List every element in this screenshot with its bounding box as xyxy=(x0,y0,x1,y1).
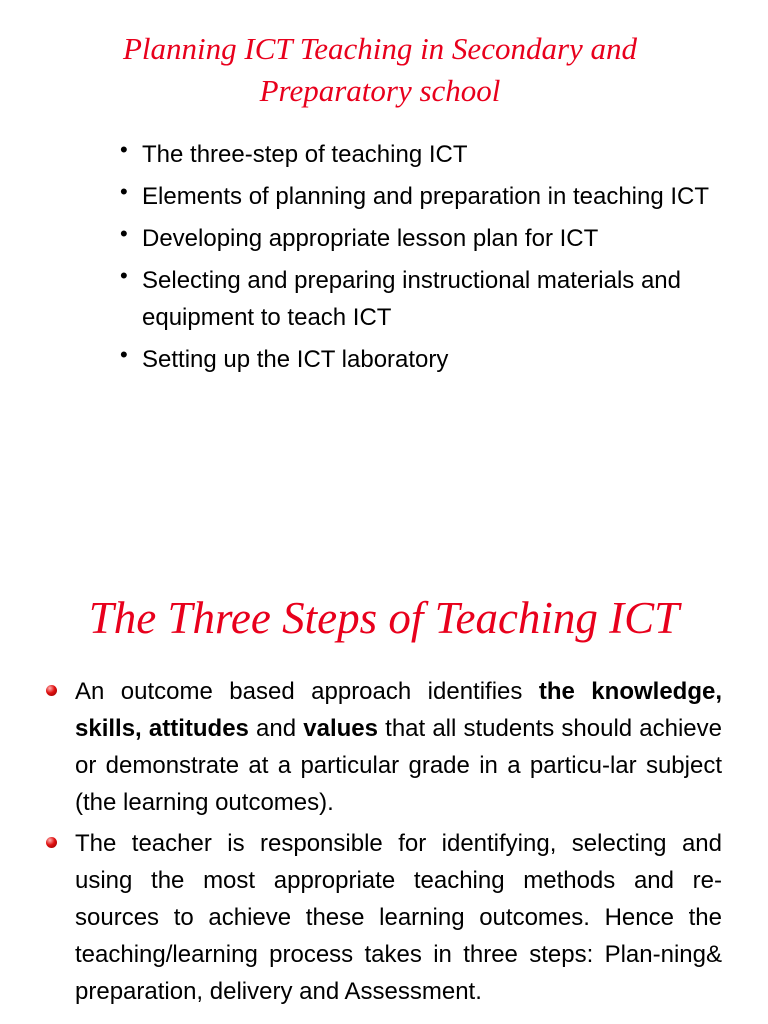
list-item xyxy=(118,262,718,336)
bullet-text: The teacher is responsible for identifying, selecting and using the most appropriate teaching methods and re-sources to achieve these learning outcomes. Hence the teaching/learning process takes in three steps: Plan-ning& preparation, delivery and Assessment. xyxy=(75,830,722,1005)
bullet-bold-text: values xyxy=(303,715,378,742)
slide-2-bullet-list xyxy=(44,673,722,1014)
list-item xyxy=(118,341,718,378)
slide-1-title: Planning ICT Teaching in Secondary and Preparatory school xyxy=(122,31,638,108)
slide-2-title: The Three Steps of Teaching ICT xyxy=(88,593,680,643)
bullet-dot-icon: • xyxy=(120,342,128,367)
bullet-dot-icon: • xyxy=(120,221,128,246)
bullet-bold-text: the knowledge, skills, attitudes xyxy=(75,678,722,742)
bullet-dot-icon: • xyxy=(120,179,128,204)
list-item xyxy=(44,825,722,1010)
list-item xyxy=(44,673,722,821)
bullet-text: Setting up the ICT laboratory xyxy=(142,346,449,373)
list-item xyxy=(118,136,718,173)
bullet-text: Selecting and preparing instructional materials and equipment to teach ICT xyxy=(142,267,681,331)
list-item xyxy=(118,178,718,215)
bullet-text: Elements of planning and preparation in teaching ICT xyxy=(142,183,710,210)
bullet-text-part: that all students should achieve or demonstrate at a particular grade in a particu-lar subject (the learning outcomes). xyxy=(75,715,722,816)
slide-1-bullet-list xyxy=(118,136,718,383)
red-bullet-icon xyxy=(46,685,57,696)
bullet-dot-icon: • xyxy=(120,137,128,162)
bullet-text: Developing appropriate lesson plan for ICT xyxy=(142,225,599,252)
bullet-text-part: and xyxy=(248,715,304,742)
list-item xyxy=(118,220,718,257)
bullet-dot-icon: • xyxy=(120,263,128,288)
bullet-text: The three-step of teaching ICT xyxy=(142,141,468,168)
red-bullet-icon xyxy=(46,837,57,848)
bullet-text-part: An outcome based approach identifies xyxy=(75,678,539,705)
